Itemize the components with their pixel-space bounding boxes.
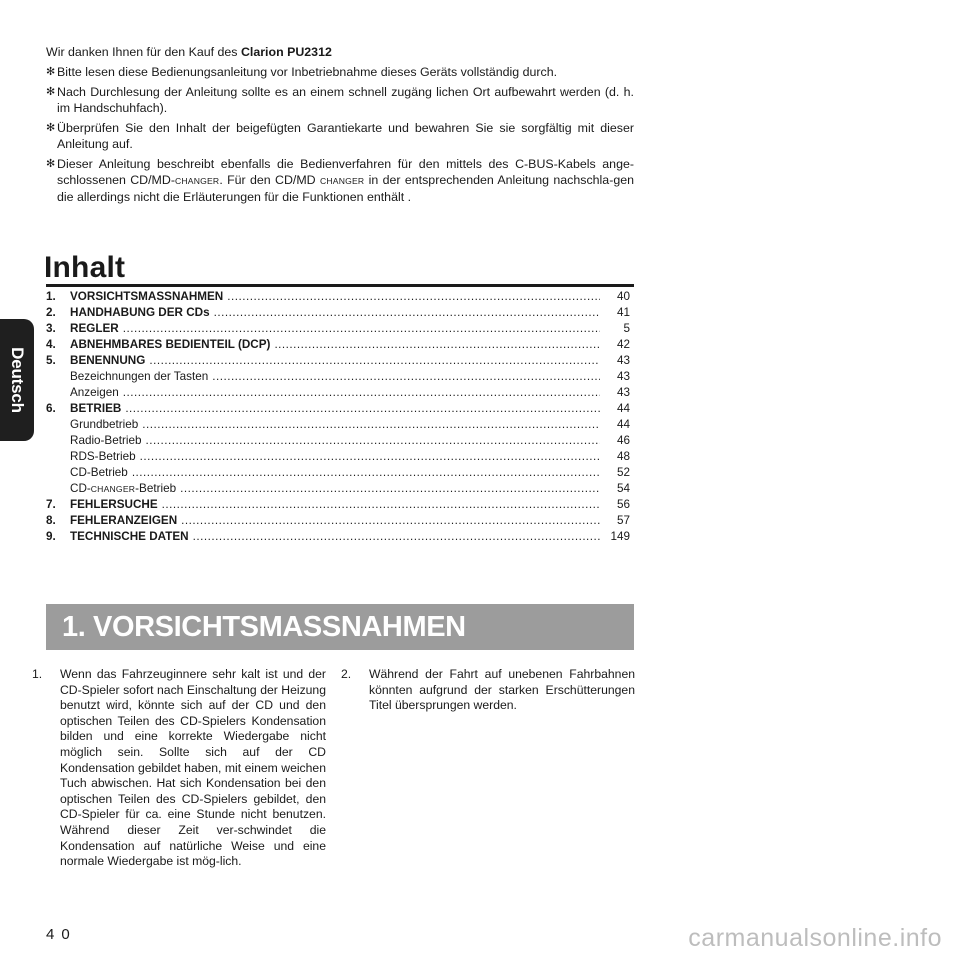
toc-page: 44 (616, 402, 630, 415)
dot-leader (274, 337, 600, 353)
dot-leader (181, 513, 600, 529)
toc-page: 42 (616, 338, 630, 351)
thanks-line: Wir danken Ihnen für den Kauf des Clarion PU2312 (46, 45, 332, 59)
dot-leader (227, 289, 600, 305)
intro-bullet: ✻ Dieser Anleitung beschreibt ebenfalls die Bedienverfahren für den mittels des C-BUS-Kabels ange-schlossenen CD/MD-CHANGER. Für den CD/MD CHANGER in der entsprechenden Anleitung nachschla-gen die allerdings nicht die Erläuterungen für die Funktionen enthält . (46, 157, 634, 204)
dot-leader (149, 353, 600, 369)
toc-page: 44 (616, 418, 630, 431)
toc-subentry[interactable]: Radio-Betrieb ..... 46 (46, 433, 630, 449)
product-name: Clarion PU2312 (240, 45, 332, 59)
dot-leader (123, 321, 600, 337)
section-heading-banner (46, 604, 634, 650)
toc-subentry[interactable]: RDS-Betrieb ..... 48 (46, 449, 630, 465)
toc-entry[interactable]: 8. FEHLERANZEIGEN ..... 57 (46, 513, 630, 529)
intro-bullet: ✻ Überprüfen Sie den Inhalt der beigefügten Garantiekarte und bewahren Sie sie sorgfältig mit dieser Anleitung auf. (46, 121, 634, 151)
toc-subentry[interactable]: CD-Betrieb ..... 52 (46, 465, 630, 481)
toc-divider (46, 284, 634, 287)
intro-block (46, 44, 634, 209)
toc-page: 56 (616, 498, 630, 511)
dot-leader (180, 481, 600, 497)
precaution-item: 2. Während der Fahrt auf unebenen Fahrbahnen könnten aufgrund der starken Erschütterungen Titel übersprungen werden. (341, 667, 635, 713)
asterisk-icon: ✻ (46, 122, 56, 134)
toc-page: 149 (610, 530, 630, 543)
asterisk-icon: ✻ (46, 66, 56, 78)
toc-entry[interactable]: 6. BETRIEB ..... 44 (46, 401, 630, 417)
toc-entry[interactable]: 9. TECHNISCHE DATEN ..... 149 (46, 529, 630, 545)
toc-page: 43 (616, 354, 630, 367)
intro-bullet: ✻ Nach Durchlesung der Anleitung sollte es an einem schnell zugäng lichen Ort aufbewahrt werden (d. h. im Handschuhfach). (46, 85, 634, 115)
toc-page: 43 (616, 386, 630, 399)
precaution-column-right (341, 667, 635, 714)
dot-leader (123, 385, 600, 401)
toc-page: 57 (616, 514, 630, 527)
dot-leader (140, 449, 600, 465)
toc-entry[interactable]: 3. REGLER ..... 5 (46, 321, 630, 337)
asterisk-icon: ✻ (46, 86, 56, 98)
language-tab (0, 319, 34, 441)
dot-leader (145, 433, 600, 449)
toc-entry[interactable]: 2. HANDHABUNG DER CDs ..... 41 (46, 305, 630, 321)
toc-subentry[interactable]: Anzeigen ..... 43 (46, 385, 630, 401)
precaution-column-left (32, 667, 326, 870)
dot-leader (132, 465, 600, 481)
toc-entry[interactable]: 4. ABNEHMBARES BEDIENTEIL (DCP) ..... 42 (46, 337, 630, 353)
dot-leader (162, 497, 600, 513)
toc-subentry[interactable]: CD-CHANGER-Betrieb ..... 54 (46, 481, 630, 497)
toc-page: 54 (616, 482, 630, 495)
toc-page: 52 (616, 466, 630, 479)
dot-leader (125, 401, 600, 417)
toc-page: 41 (616, 306, 630, 319)
dot-leader (142, 417, 600, 433)
toc-page: 46 (616, 434, 630, 447)
toc-subentry[interactable]: Grundbetrieb ..... 44 (46, 417, 630, 433)
page-number: 40 (46, 926, 77, 943)
asterisk-icon: ✻ (46, 158, 56, 170)
watermark: carmanualsonline.info (688, 924, 942, 952)
dot-leader (193, 529, 600, 545)
language-tab-label: Deutsch (8, 347, 27, 413)
table-of-contents (46, 289, 630, 545)
toc-title: Inhalt (44, 251, 126, 284)
dot-leader (212, 369, 600, 385)
dot-leader (214, 305, 600, 321)
toc-entry[interactable]: 7. FEHLERSUCHE ..... 56 (46, 497, 630, 513)
toc-entry[interactable]: 1. VORSICHTSMASSNAHMEN ..... 40 (46, 289, 630, 305)
section-heading: 1. VORSICHTSMASSNAHMEN (62, 610, 466, 643)
toc-page: 5 (623, 322, 630, 335)
toc-page: 40 (616, 290, 630, 303)
toc-subentry[interactable]: Bezeichnungen der Tasten ..... 43 (46, 369, 630, 385)
toc-entry[interactable]: 5. BENENNUNG ..... 43 (46, 353, 630, 369)
precaution-item: 1. Wenn das Fahrzeuginnere sehr kalt ist und der CD-Spieler sofort nach Einschaltung der Heizung benutzt wird, könnte sich auf der CD und den optischen Teilen des CD-Spielers Kondensation bilden und eine korrekte Wiedergabe nicht möglich sein. Sollte sich auf der CD Kondensation gebildet haben, mit einem weichen Tuch abwischen. Hat sich Kondensation bei den optischen Teilen des CD-Spielers gebildet, den CD-Spieler für ca. eine Stunde nicht benutzen. Während dieser Zeit ver-schwindet die Kondensation auf natürliche Weise und eine normale Wiedergabe ist mög-lich. (32, 667, 326, 869)
toc-page: 43 (616, 370, 630, 383)
intro-bullet: ✻ Bitte lesen diese Bedienungsanleitung vor Inbetriebnahme dieses Geräts vollständig durch. (46, 65, 558, 79)
toc-page: 48 (616, 450, 630, 463)
